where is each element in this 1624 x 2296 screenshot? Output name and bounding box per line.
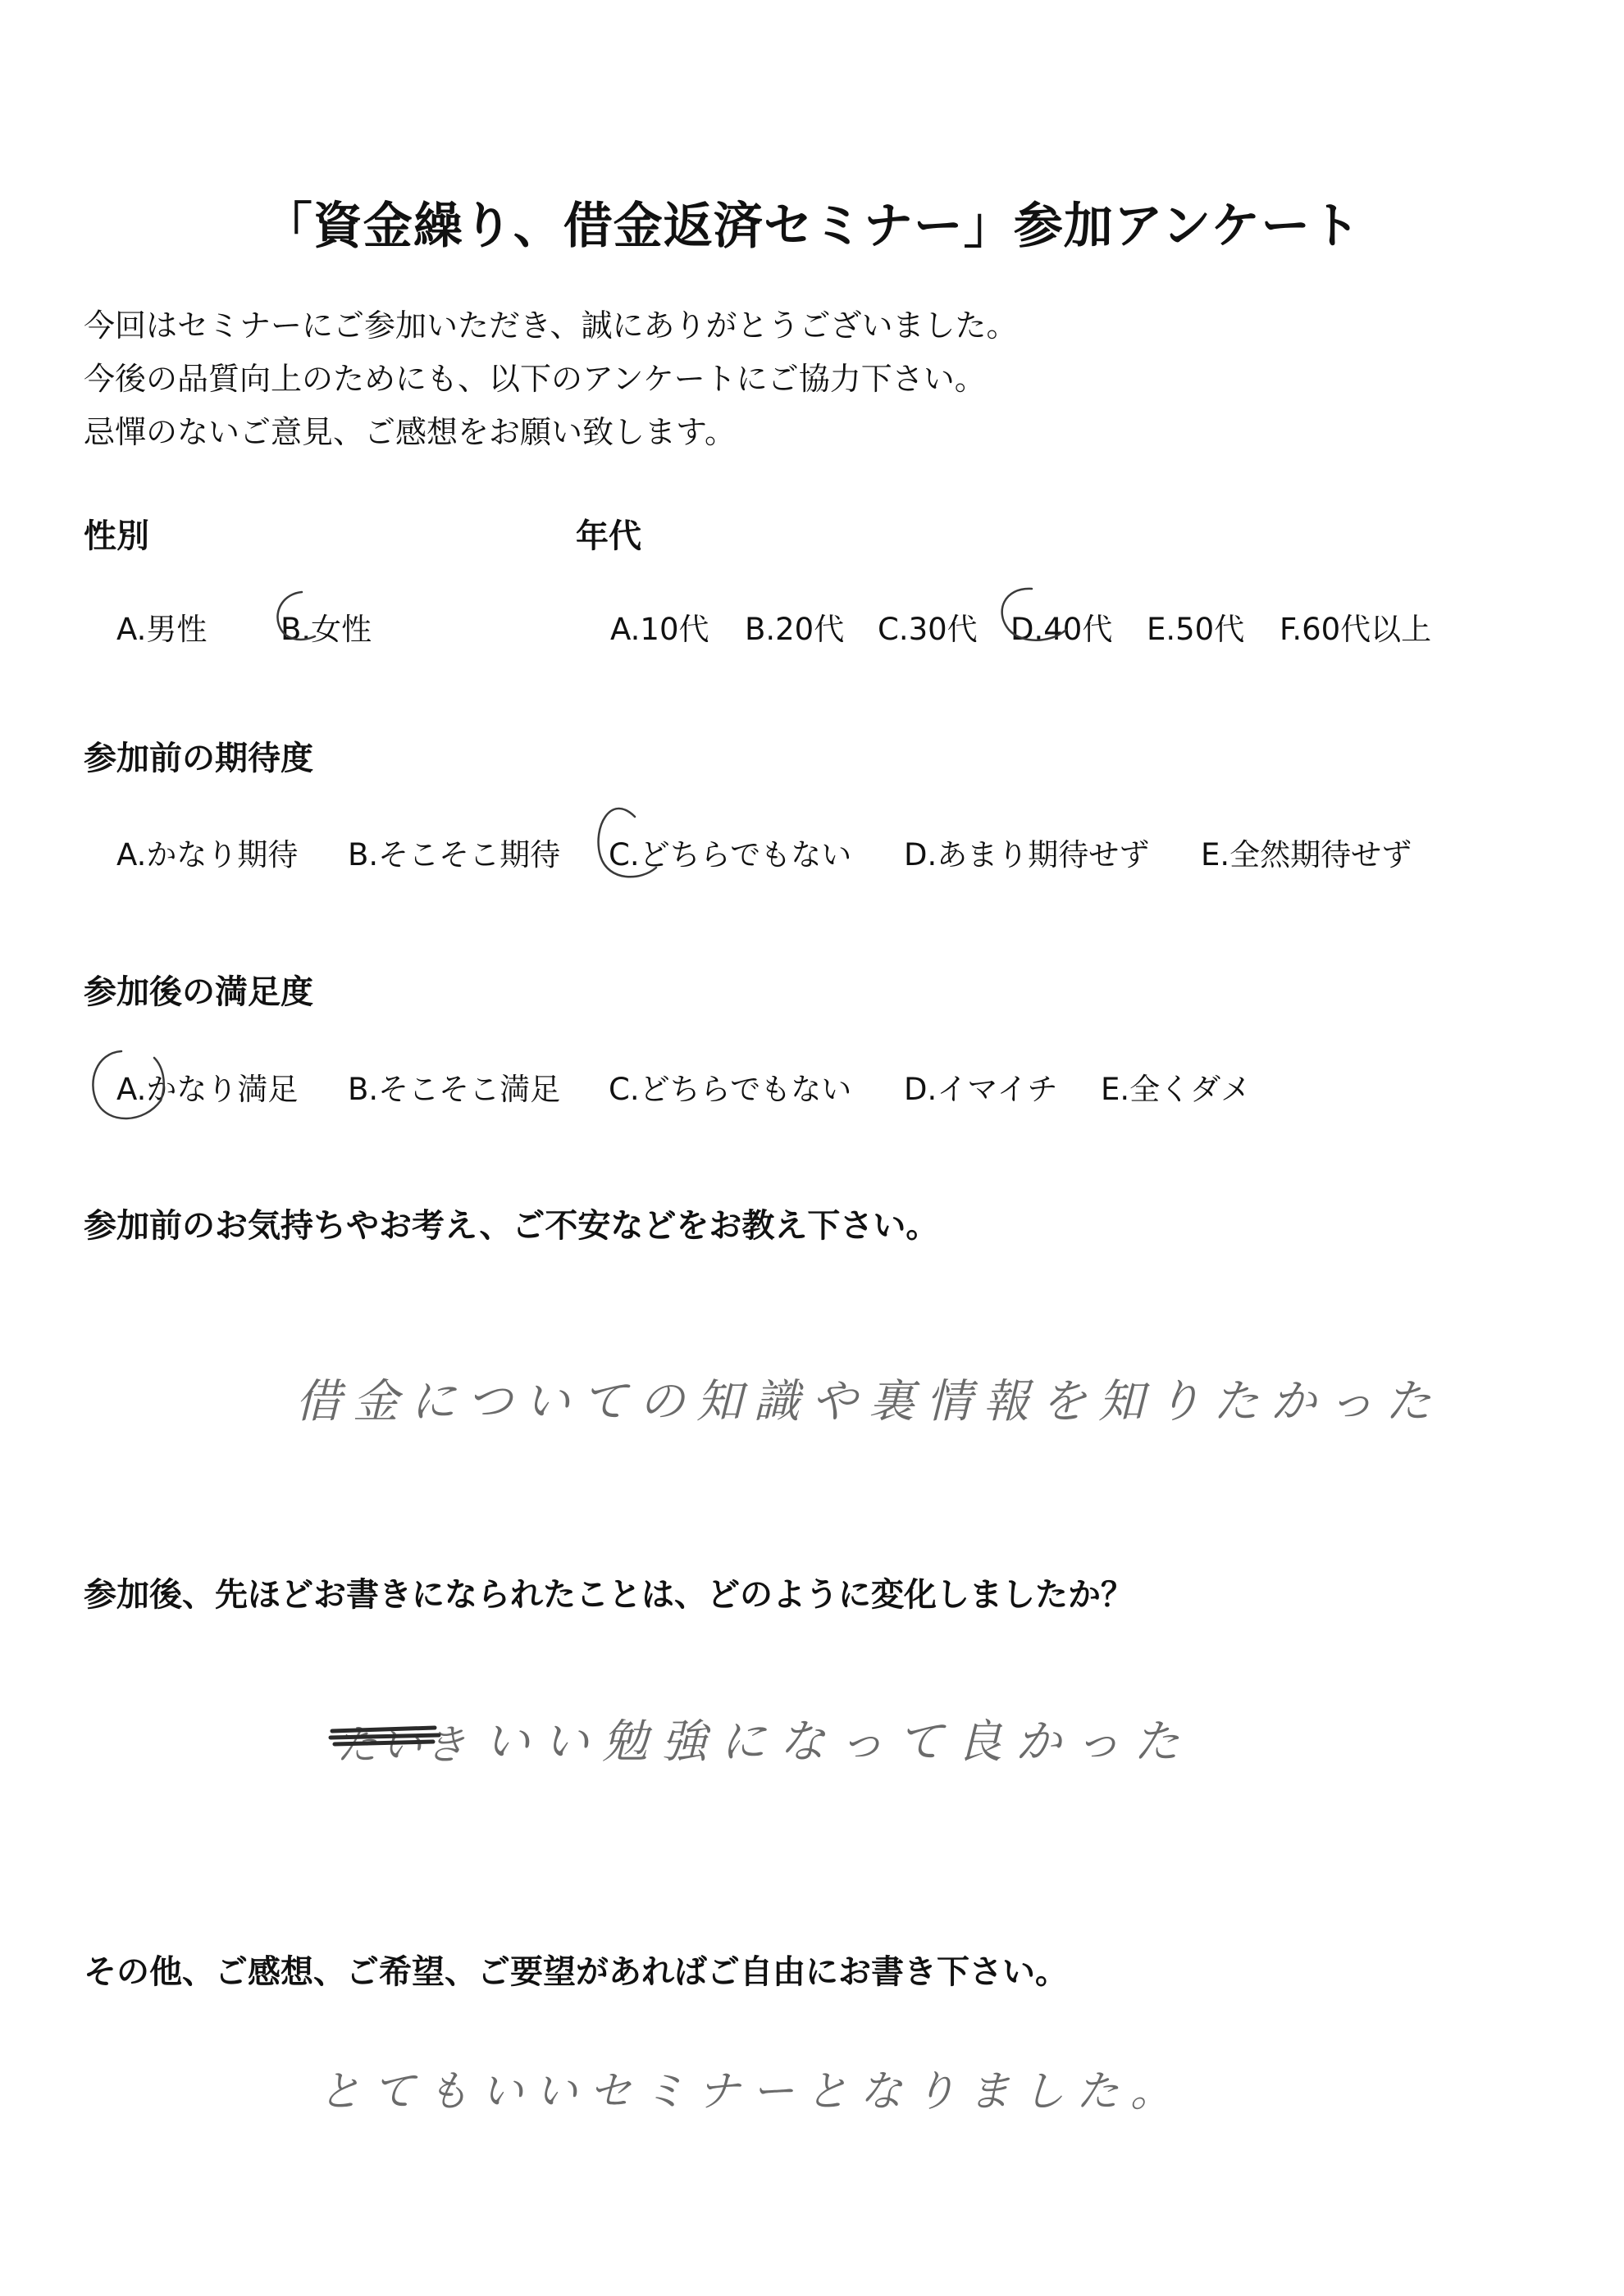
satisfaction-option-a[interactable]: A.かなり満足 [116, 1072, 299, 1107]
gender-option-male[interactable]: A.男性 [116, 612, 208, 647]
satisfaction-option-b[interactable]: B.そこそこ満足 [348, 1072, 561, 1107]
selection-circle-satisfaction [93, 1051, 163, 1118]
selection-circle-gender [277, 592, 315, 640]
strike-through-scribble [331, 1728, 439, 1744]
intro-line-2: 今後の品質向上のためにも、以下のアンケートにご協力下さい。 [84, 361, 986, 397]
expectation-heading: 参加前の期待度 [84, 740, 313, 777]
age-option-50s[interactable]: E.50代 [1147, 612, 1245, 647]
intro-line-3: 忌憚のないご意見、ご感想をお願い致します。 [84, 414, 736, 450]
age-option-60s-plus[interactable]: F.60代以上 [1280, 612, 1432, 647]
selection-circle-expectation [599, 809, 656, 877]
gender-heading: 性別 [84, 517, 149, 555]
expectation-option-d[interactable]: D.あまり期待せず [904, 837, 1150, 872]
selection-circle-age [1002, 589, 1066, 640]
gender-option-female[interactable]: B.女性 [281, 612, 372, 647]
expectation-option-b[interactable]: B.そこそこ期待 [348, 837, 561, 872]
age-option-40s[interactable]: D.40代 [1010, 612, 1113, 647]
satisfaction-option-c[interactable]: C.どちらでもない [609, 1072, 852, 1107]
expectation-option-a[interactable]: A.かなり期待 [116, 837, 299, 872]
age-heading: 年代 [576, 517, 641, 555]
question-3-answer[interactable]: とてもいいセミナーとなりました。 [318, 2067, 1185, 2116]
question-1-answer[interactable]: 借金についての知識や裏情報を知りたかった [295, 1375, 1443, 1428]
age-option-30s[interactable]: C.30代 [878, 612, 978, 647]
question-2-struck-text: たいき [336, 1721, 469, 1769]
satisfaction-option-d[interactable]: D.イマイチ [904, 1072, 1058, 1107]
question-2-answer[interactable]: いい勉強になって良かった [484, 1715, 1193, 1769]
expectation-option-e[interactable]: E.全然期待せず [1201, 837, 1412, 872]
age-option-20s[interactable]: B.20代 [745, 612, 845, 647]
intro-line-1: 今回はセミナーにご参加いただき、誠にありがとうございました。 [84, 308, 1018, 344]
expectation-option-c[interactable]: C.どちらでもない [609, 837, 852, 872]
satisfaction-heading: 参加後の満足度 [84, 973, 313, 1011]
question-1-heading: 参加前のお気持ちやお考え、ご不安などをお教え下さい。 [84, 1207, 939, 1245]
question-3-heading: その他、ご感想、ご希望、ご要望があればご自由にお書き下さい。 [84, 1953, 1068, 1991]
satisfaction-option-e[interactable]: E.全くダメ [1101, 1072, 1252, 1107]
page-title: 「資金繰り、借金返済セミナー」参加アンケート [262, 198, 1362, 255]
question-2-heading: 参加後、先ほどお書きになられたことは、どのように変化しましたか？ [84, 1576, 1134, 1614]
age-option-10s[interactable]: A.10代 [610, 612, 709, 647]
